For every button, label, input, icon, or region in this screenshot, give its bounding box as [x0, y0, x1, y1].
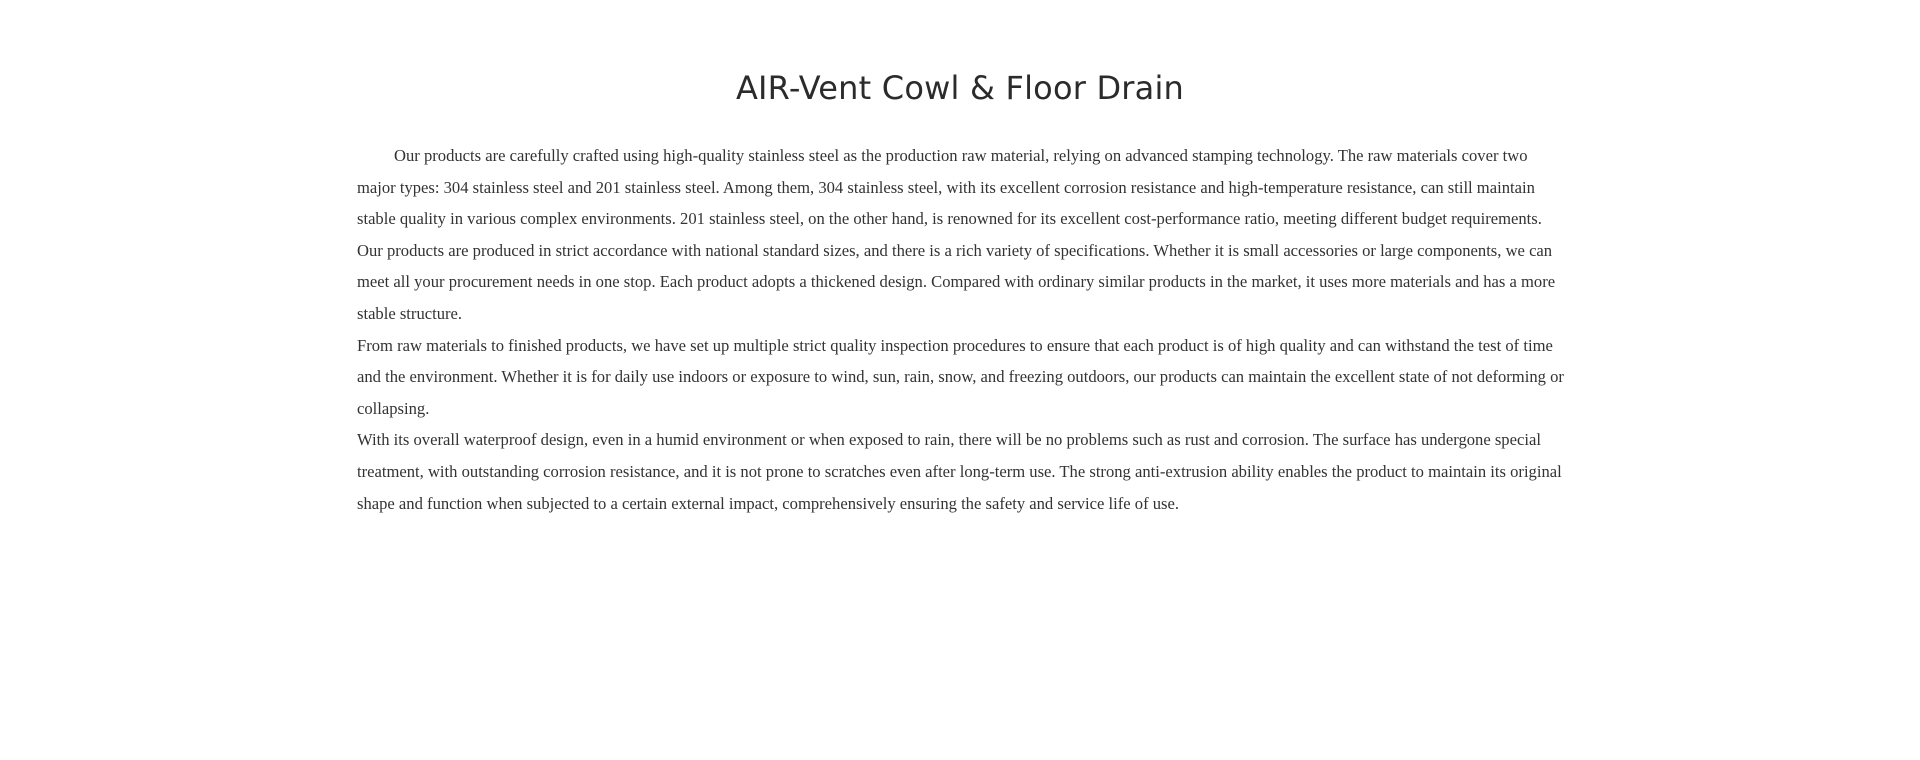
paragraph-materials: Our products are carefully crafted using high-quality stainless steel as the production raw material, relying on advanced stamping technology. The raw materials cover two major types: 304 stainless steel and 201 stainless steel. Among them, 304 stainless steel, with its excellent corrosion resistance and high-temperature resistance, can still maintain stable quality in various complex environments. 201 stainless steel, on the other hand, is renowned for its excellent cost-performance ratio, meeting different budget requirements. — [357, 146, 1542, 229]
page-title: AIR-Vent Cowl & Floor Drain — [735, 69, 1185, 107]
paragraph-waterproof-design: With its overall waterproof design, even in a humid environment or when exposed to rain, there will be no problems such as rust and corrosion. The surface has undergone special treatment, with outstanding corrosion resistance, and it is not prone to scratches even after long-term use. The strong anti-extrusion ability enables the product to maintain its original shape and function when subjected to a certain external impact, comprehensively ensuring the safety and service life of use. — [357, 430, 1562, 513]
paragraph-quality-inspection: From raw materials to finished products, we have set up multiple strict quality inspection procedures to ensure that each product is of high quality and can withstand the test of time and the environment. Whether it is for daily use indoors or exposure to wind, sun, rain, snow, and freezing outdoors, our products can maintain the excellent state of not deforming or collapsing. — [357, 335, 1564, 418]
description-body — [357, 140, 1564, 519]
paragraph-specifications: Our products are produced in strict accordance with national standard sizes, and there is a rich variety of specifications. Whether it is small accessories or large components, we can meet all your procurement needs in one stop. Each product adopts a thickened design. Compared with ordinary similar products in the market, it uses more materials and has a more stable structure. — [357, 240, 1556, 323]
